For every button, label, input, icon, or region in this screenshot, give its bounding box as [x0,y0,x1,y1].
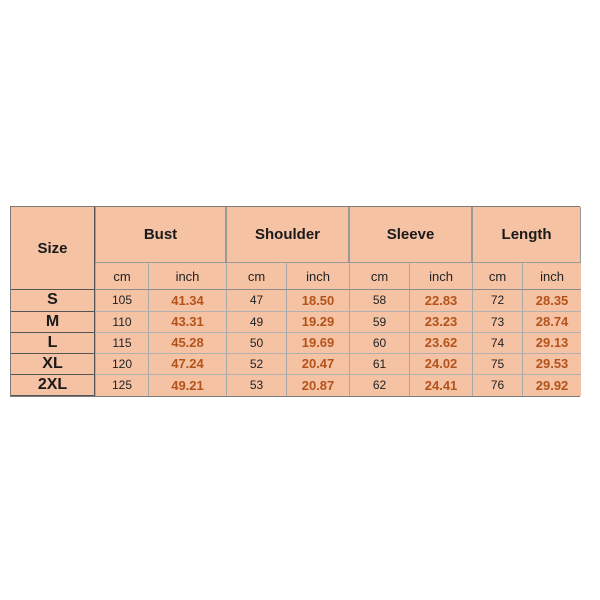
unit-header: cm [349,263,409,290]
unit-header-row [11,263,581,290]
table-cell: 120 [95,354,148,375]
unit-header: cm [95,263,148,290]
table-cell: 29.13 [522,333,581,354]
table-cell: 73 [472,312,522,333]
size-chart-table [11,207,581,396]
unit-header: inch [522,263,581,290]
size-label: 2XL [11,375,95,396]
table-cell: 19.69 [286,333,349,354]
group-header-row [11,207,581,263]
table-cell: 41.34 [148,290,226,311]
unit-header: inch [286,263,349,290]
table-cell: 105 [95,290,148,311]
table-row [11,354,581,375]
table-cell: 22.83 [409,290,472,311]
size-label: L [11,333,95,354]
table-cell: 62 [349,375,409,396]
size-label: XL [11,354,95,375]
unit-header: inch [148,263,226,290]
table-cell: 72 [472,290,522,311]
table-cell: 60 [349,333,409,354]
table-row [11,290,581,311]
size-label: S [11,290,95,311]
table-cell: 49 [226,312,286,333]
unit-header: cm [226,263,286,290]
table-cell: 47 [226,290,286,311]
table-row [11,333,581,354]
table-cell: 47.24 [148,354,226,375]
table-cell: 29.53 [522,354,581,375]
table-cell: 45.28 [148,333,226,354]
table-cell: 23.62 [409,333,472,354]
sleeve-header: Sleeve [349,207,472,263]
table-cell: 75 [472,354,522,375]
table-cell: 20.87 [286,375,349,396]
table-cell: 20.47 [286,354,349,375]
table-cell: 76 [472,375,522,396]
table-cell: 52 [226,354,286,375]
shoulder-header: Shoulder [226,207,349,263]
table-cell: 125 [95,375,148,396]
table-cell: 43.31 [148,312,226,333]
bust-header: Bust [95,207,226,263]
table-cell: 29.92 [522,375,581,396]
table-cell: 61 [349,354,409,375]
table-cell: 23.23 [409,312,472,333]
size-chart [10,206,580,397]
table-row [11,375,581,396]
unit-header: cm [472,263,522,290]
table-cell: 110 [95,312,148,333]
size-label: M [11,312,95,333]
size-header: Size [11,207,95,290]
table-cell: 74 [472,333,522,354]
table-cell: 28.74 [522,312,581,333]
table-cell: 53 [226,375,286,396]
table-cell: 58 [349,290,409,311]
table-cell: 19.29 [286,312,349,333]
table-cell: 24.02 [409,354,472,375]
table-row [11,312,581,333]
length-header: Length [472,207,581,263]
unit-header: inch [409,263,472,290]
table-cell: 24.41 [409,375,472,396]
table-cell: 18.50 [286,290,349,311]
table-cell: 50 [226,333,286,354]
table-cell: 59 [349,312,409,333]
table-cell: 115 [95,333,148,354]
table-cell: 28.35 [522,290,581,311]
table-cell: 49.21 [148,375,226,396]
